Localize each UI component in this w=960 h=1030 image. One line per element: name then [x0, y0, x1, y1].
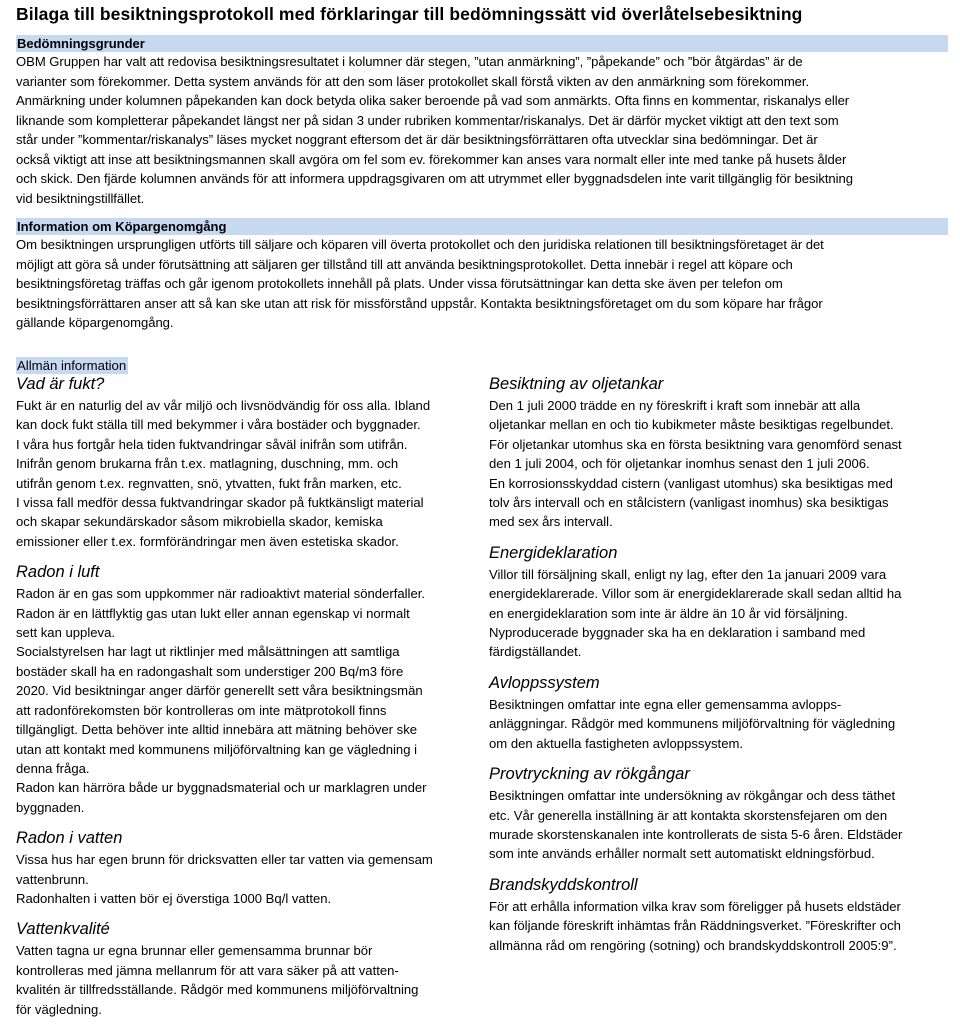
info-block-line: Fukt är en naturlig del av vår miljö och livsnödvändig för oss alla. Ibland	[16, 398, 431, 413]
info-block	[16, 828, 468, 908]
info-block-line: Radonhalten i vatten bör ej överstiga 1000 Bq/l vatten.	[16, 890, 332, 906]
info-block-heading: Avloppssystem	[489, 673, 600, 692]
info-block	[489, 764, 948, 864]
section-body-kopargenomgang	[16, 235, 948, 333]
info-block-heading: Brandskyddskontroll	[489, 875, 638, 894]
info-block-line: energideklarerade. Villor som är energideklarerade skall sedan alltid ha	[489, 586, 902, 602]
info-block-line: kvalitén är tillfredsställande. Rådgör med kommunens miljöförvaltning	[16, 982, 419, 998]
info-block-line: allmänna råd om rengöring (sotning) och brandskyddskontroll 2005:9”.	[489, 937, 897, 953]
info-block-heading: Besiktning av oljetankar	[489, 375, 664, 393]
info-block-line: färdigställandet.	[489, 644, 582, 660]
info-block-line: anläggningar. Rådgör med kommunens miljöförvaltning för vägledning	[489, 716, 896, 732]
info-block-heading: Vad är fukt?	[16, 375, 105, 393]
paragraph-line: besiktningsföretag träffas och går igenom protokollets innehåll på plats. Under vissa förutsättningar kan detta ske även per telefon om	[16, 276, 783, 291]
paragraph-line: gällande köpargenomgång.	[16, 315, 174, 330]
info-block-line: utan att kontakt med kommunens miljöförvaltning kan ge vägledning i	[16, 741, 418, 757]
info-block-line: I våra hus fortgår hela tiden fuktvandringar såväl inifrån som utifrån.	[16, 436, 408, 452]
paragraph-line: Om besiktningen ursprungligen utförts till säljare och köparen vill överta protokollet och den juridiska relationen till besiktningsföretaget är det	[16, 237, 824, 252]
info-block-line: bostäder skall ha en radongashalt som understiger 200 Bq/m3 före	[16, 663, 404, 679]
info-block-line: Besiktningen omfattar inte undersökning av rökgångar och dess täthet	[489, 788, 896, 804]
info-block-line: För oljetankar utomhus ska en första besiktning vara genomförd senast	[489, 436, 902, 452]
info-block-line: 2020. Vid besiktningar anger därför generellt sett våra besiktningsmän	[16, 683, 423, 699]
paragraph-line: Anmärkning under kolumnen påpekanden kan dock betyda olika saker beroende på vad som anmärkts. Ofta finns en kommentar, riskanalys eller	[16, 93, 850, 108]
info-block-line: Socialstyrelsen har lagt ut riktlinjer med målsättningen att samtliga	[16, 644, 400, 660]
paragraph-line: besiktningsförrättaren anser att så kan ske utan att risk för missförstånd uppstår. Kontakta besiktningsföretaget om du som köpare har frågor	[16, 295, 823, 311]
info-block	[16, 374, 468, 551]
info-block-line: byggnaden.	[16, 799, 85, 815]
info-block-line: att radonförekomsten bör kontrolleras om inte mätprotokoll finns	[16, 702, 387, 718]
info-block-line: Den 1 juli 2000 trädde en ny föreskrift i kraft som innebär att alla	[489, 398, 861, 413]
info-block-line: och skapar sekundärskador såsom mikrobiella skador, kemiska	[16, 514, 383, 530]
paragraph-line: också viktigt att inse att besiktningsmannen skall avgöra om fel som ev. förekommer kan anses vara normalt eller inte med tanke på husets ålder	[16, 151, 847, 167]
info-block-line: En korrosionsskyddad cistern (vanligast utomhus) ska besiktigas med	[489, 475, 893, 491]
info-block-line: kontrolleras med jämna mellanrum för att vara säker på att vatten-	[16, 962, 399, 978]
general-info-heading: Allmän information	[17, 357, 127, 373]
info-block-line: tillgängligt. Detta behöver inte alltid innebära att mätning behöver ske	[16, 722, 418, 738]
info-block-line: Vatten tagna ur egna brunnar eller gemensamma brunnar bör	[16, 943, 373, 959]
info-block-line: Nyproducerade byggnader ska ha en deklaration i samband med	[489, 625, 866, 641]
section-body-bedomningsgrunder	[16, 52, 948, 208]
info-block-heading: Radon i vatten	[16, 829, 123, 848]
info-block-line: Radon kan härröra både ur byggnadsmaterial och ur marklagren under	[16, 780, 427, 796]
document-title: Bilaga till besiktningsprotokoll med förklaringar till bedömningssätt vid överlåtelsebesiktning	[16, 4, 803, 24]
info-block	[489, 374, 948, 532]
info-block-line: tolv års intervall och en stålcistern (vanligast inomhus) ska besiktigas	[489, 495, 889, 511]
info-block	[489, 543, 948, 662]
info-block-heading: Provtryckning av rökgångar	[489, 765, 690, 784]
info-block-line: denna fråga.	[16, 760, 90, 776]
info-block-line: Inifrån genom brukarna från t.ex. matlagning, duschning, mm. och	[16, 456, 399, 472]
info-block-line: för vägledning.	[16, 1001, 102, 1017]
info-block-line: För att erhålla information vilka krav som föreligger på husets eldstäder	[489, 898, 901, 914]
info-block-line: den 1 juli 2004, och för oljetankar inomhus senast den 1 juli 2006.	[489, 456, 870, 472]
right-column	[489, 374, 948, 966]
info-block-line: Vissa hus har egen brunn för dricksvatten eller tar vatten via gemensam	[16, 852, 433, 868]
paragraph-line: vid besiktningstillfället.	[16, 190, 145, 206]
info-block-line: om den aktuella fastigheten avloppssystem.	[489, 735, 744, 751]
paragraph-line: varianter som förekommer. Detta system används för att den som läser protokollet skall förstå vikten av den anmärkning som förekommer.	[16, 73, 810, 89]
paragraph-line: liknande som kompletterar påpekandet längst ner på sidan 3 under rubriken kommentar/riskanalys. Det är därför mycket viktigt att den text som	[16, 112, 839, 128]
left-column	[16, 374, 468, 1030]
info-block-line: utifrån genom t.ex. regnvatten, snö, ytvatten, fukt från marken, etc.	[16, 475, 402, 491]
info-block-line: etc. Vår generella inställning är att kontakta skorstensfejaren om den	[489, 807, 888, 823]
info-block	[16, 919, 468, 1019]
info-block	[489, 673, 948, 753]
info-block-line: vattenbrunn.	[16, 871, 89, 887]
paragraph-line: OBM Gruppen har valt att redovisa besiktningsresultatet i kolumner där stegen, ”utan anmärkning”, ”påpekande” och ”bör åtgärdas” är de	[16, 54, 803, 69]
section-heading-kopargenomgang: Information om Köpargenomgång	[16, 218, 948, 235]
info-block-line: emissioner eller t.ex. formförändringar men även estetiska skador.	[16, 533, 399, 549]
info-block-line: kan dock fukt ställa till med bekymmer i våra bostäder och byggnader.	[16, 417, 421, 433]
info-block	[16, 562, 468, 817]
info-block-line: Villor till försäljning skall, enligt ny lag, efter den 1a januari 2009 vara	[489, 566, 887, 582]
info-block-line: oljetankar mellan en och tio kubikmeter måste besiktigas regelbundet.	[489, 417, 894, 433]
info-block-line: Radon är en gas som uppkommer när radioaktivt material sönderfaller.	[16, 586, 426, 602]
info-block-line: Radon är en lättflyktig gas utan lukt eller annan egenskap vi normalt	[16, 605, 410, 621]
info-block-line: Besiktningen omfattar inte egna eller gemensamma avlopps-	[489, 696, 842, 712]
paragraph-line: och skick. Den fjärde kolumnen används för att informera uppdragsgivaren om att utrymmet eller byggnadsdelen inte varit tillgänglig för besiktning	[16, 171, 853, 186]
info-block-line: murade skorstenskanalen inte kontrollerats de sista 5-6 åren. Eldstäder	[489, 826, 903, 842]
info-block-line: sett kan uppleva.	[16, 625, 115, 641]
info-block	[489, 875, 948, 955]
info-block-line: kan följande föreskrift inhämtas från Räddningsverket. ”Föreskrifter och	[489, 918, 901, 934]
paragraph-line: möjligt att göra så under förutsättning att säljaren ger tillstånd till att använda besiktningsprotokollet. Detta innebär i regel att köpare och	[16, 256, 793, 272]
info-block-heading: Energideklaration	[489, 543, 618, 562]
info-block-heading: Vattenkvalité	[16, 920, 110, 939]
section-heading-bedomningsgrunder: Bedömningsgrunder	[16, 35, 948, 52]
info-block-line: med sex års intervall.	[489, 514, 613, 530]
document-page	[16, 0, 948, 1017]
paragraph-line: står under ”kommentar/riskanalys” läses mycket noggrant eftersom det är där besiktningsförrättaren ofta utvecklar sina bedömningar. Det är	[16, 132, 818, 147]
info-block-line: som inte används erhåller normalt sett automatiskt eldningsförbud.	[489, 846, 875, 862]
info-block-line: en energideklaration som inte är äldre än 10 år vid försäljning.	[489, 605, 848, 621]
info-block-heading: Radon i luft	[16, 563, 100, 582]
info-block-line: I vissa fall medför dessa fuktvandringar skador på fuktkänsligt material	[16, 495, 424, 511]
